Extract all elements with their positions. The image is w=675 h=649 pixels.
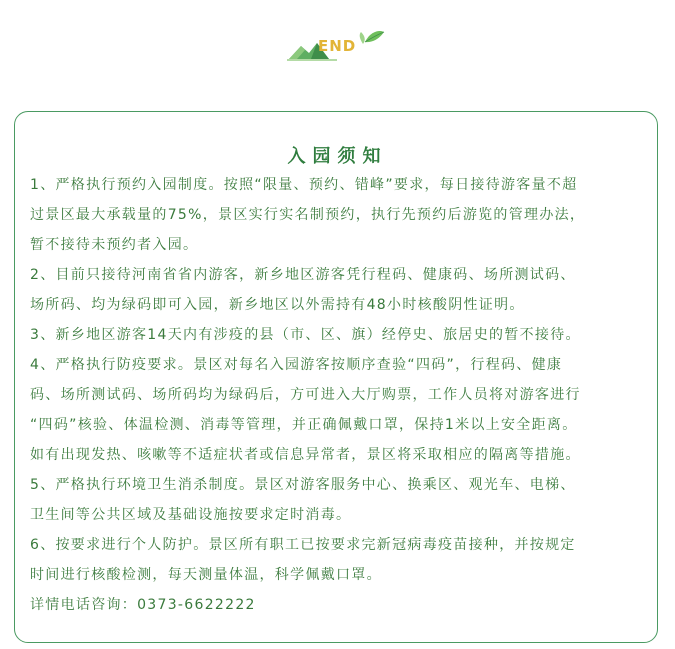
notice-line: 卫生间等公共区域及基础设施按要求定时消毒。 — [30, 507, 352, 523]
notice-line: 暂不接待未预约者入园。 — [30, 237, 199, 253]
notice-line: 3、新乡地区游客14天内有涉疫的县（市、区、旗）经停史、旅居史的暂不接待。 — [30, 327, 581, 343]
notice-line: 过景区最大承载量的75%，景区实行实名制预约，执行先预约后游览的管理办法， — [30, 207, 586, 223]
notice-line: 6、按要求进行个人防护。景区所有职工已按要求完新冠病毒疫苗接种，并按规定 — [30, 537, 576, 553]
notice-line: 时间进行核酸检测，每天测量体温，科学佩戴口罩。 — [30, 567, 382, 583]
notice-line: 码、场所测试码、场所码均为绿码后，方可进入大厅购票，工作人员将对游客进行 — [30, 387, 581, 403]
notice-line: 1、严格执行预约入园制度。按照“限量、预约、错峰”要求，每日接待游客量不超 — [30, 177, 578, 193]
notice-title: 入园须知 — [287, 146, 388, 167]
contact-phone: 详情电话咨询：0373-6622222 — [30, 597, 256, 613]
notice-line: “四码”核验、体温检测、消毒等管理，并正确佩戴口罩，保持1米以上安全距离。 — [30, 417, 578, 433]
notice-line: 4、严格执行防疫要求。景区对每名入园游客按顺序查验“四码”，行程码、健康 — [30, 357, 563, 373]
notice-line: 5、严格执行环境卫生消杀制度。景区对游客服务中心、换乘区、观光车、电梯、 — [30, 477, 576, 493]
notice-line: 如有出现发热、咳嗽等不适症状者或信息异常者，景区将采取相应的隔离等措施。 — [30, 447, 581, 463]
notice-line: 2、目前只接待河南省省内游客，新乡地区游客凭行程码、健康码、场所测试码、 — [30, 267, 576, 283]
end-logo-text: END — [318, 37, 357, 55]
notice-line: 场所码、均为绿码即可入园，新乡地区以外需持有48小时核酸阴性证明。 — [30, 297, 525, 313]
